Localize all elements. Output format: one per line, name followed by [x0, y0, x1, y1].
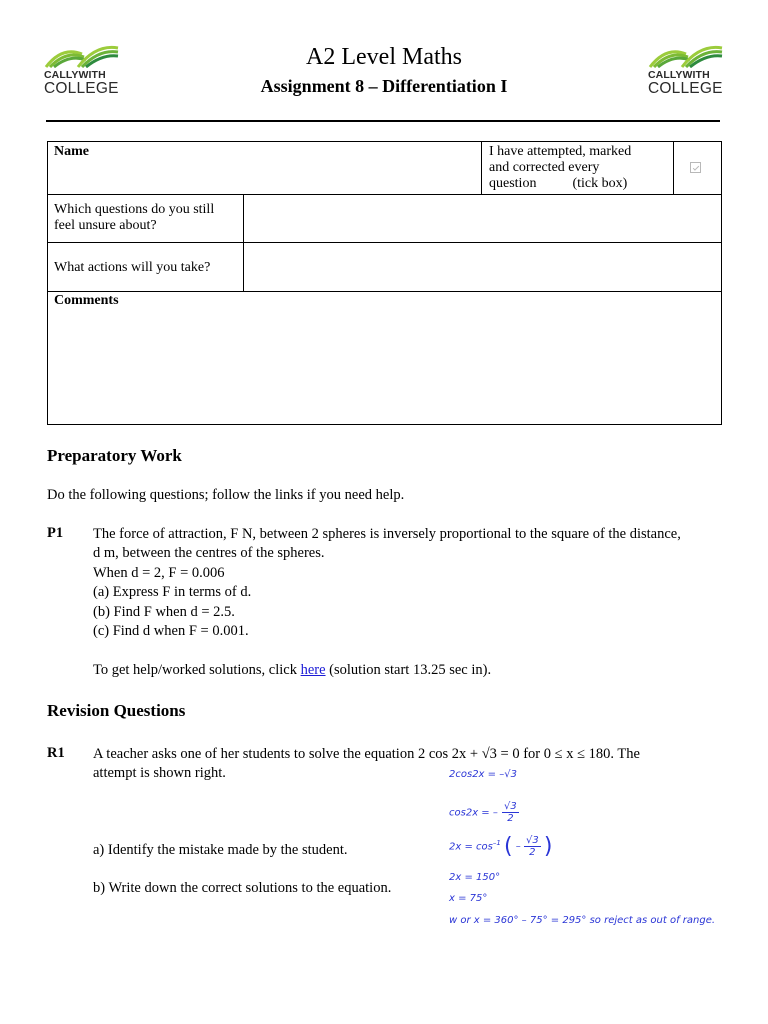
logo-text-college: COLLEGE: [648, 80, 723, 97]
revision-heading: Revision Questions: [47, 701, 186, 720]
preparatory-intro: Do the following questions; follow the links if you need help.: [47, 487, 405, 503]
logo-text-callywith: CALLYWITH: [44, 69, 106, 81]
completion-checkbox[interactable]: [690, 162, 701, 173]
question-r1: A teacher asks one of her students to solve the equation 2 cos 2x + √3 = 0 for 0 ≤ x ≤ 180. The attempt is shown right.: [93, 746, 640, 782]
preparatory-heading: Preparatory Work: [47, 446, 182, 465]
question-r1-part-b: b) Write down the correct solutions to the equation.: [93, 880, 392, 896]
name-label: Name: [54, 144, 89, 159]
working-line-4: 2x = 150°: [449, 872, 501, 883]
question-p1: The force of attraction, F N, between 2 spheres is inversely proportional to the square of the distance, d m, between the centres of the spheres. When d = 2, F = 0.006 (a) Express F in terms of d. (b) Find F when d = 2.5. (c) Find d when F = 0.001.: [93, 526, 681, 640]
header-divider: [46, 120, 720, 122]
divider: [481, 142, 482, 194]
working-line-2: cos2x = – $\frac{√3}{2}$: [449, 801, 517, 824]
comments-field[interactable]: [48, 310, 721, 424]
divider: [673, 142, 674, 194]
page-subtitle: Assignment 8 – Differentiation I: [260, 76, 508, 96]
question-label-p1: P1: [47, 525, 64, 541]
help-line: To get help/worked solutions, click here (solution start 13.25 sec in).: [93, 662, 492, 678]
question-r1-part-a: a) Identify the mistake made by the student.: [93, 842, 348, 858]
help-link[interactable]: here: [300, 662, 326, 678]
working-line-3: $2x = \cos^{-1}$ ( – $\frac{√3}{2}$ ): [449, 834, 553, 859]
actions-label: What actions will you take?: [54, 260, 211, 275]
comments-label: Comments: [54, 293, 119, 308]
working-line-5: x = 75°: [449, 893, 488, 904]
page-title: A2 Level Maths: [306, 44, 462, 70]
question-label-r1: R1: [47, 745, 65, 761]
unsure-questions-field[interactable]: [244, 195, 721, 242]
working-line-6: w or x = 360° – 75° = 295° so reject as out of range.: [449, 915, 716, 926]
logo-text-callywith: CALLYWITH: [648, 69, 710, 81]
attempt-statement: I have attempted, marked and corrected every question (tick box): [489, 144, 632, 191]
row-divider: [48, 291, 721, 292]
logo-text-college: COLLEGE: [44, 80, 119, 97]
working-line-1: 2cos2x = –√3: [449, 769, 517, 780]
actions-field[interactable]: [244, 243, 721, 290]
self-assessment-table: [47, 141, 722, 425]
unsure-questions-label: Which questions do you still feel unsure about?: [54, 202, 215, 233]
